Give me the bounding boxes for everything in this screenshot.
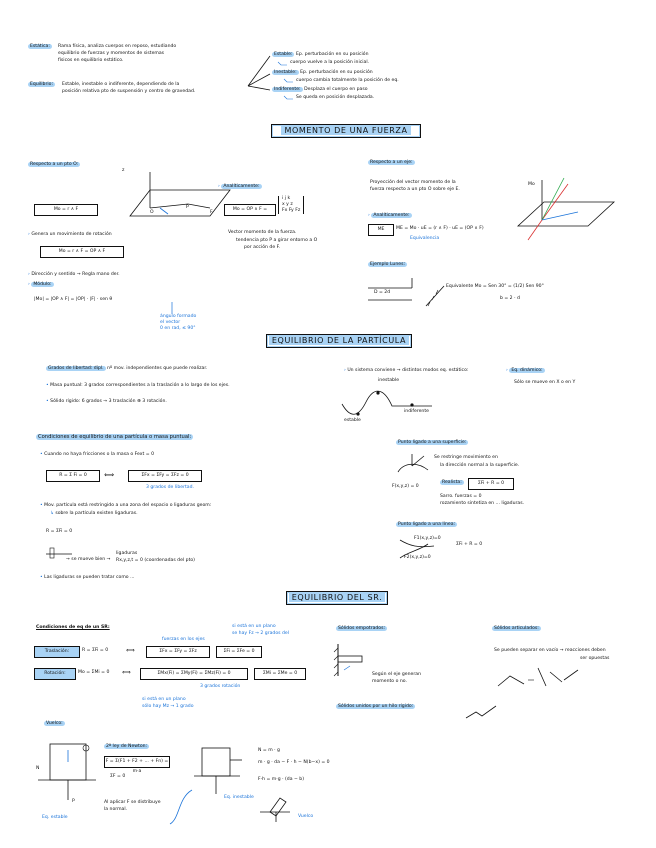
condiciones-sr-heading: Condiciones de eq de un SR: — [36, 625, 110, 630]
grados-heading: Grados de libertad: dipl. nº mov. independientes que puede realizar. — [48, 366, 208, 371]
label-z: z — [122, 168, 125, 173]
curve-label-inestable: inestable — [378, 378, 400, 383]
superficie-note-1: Sarro. fuerzas = 0 — [440, 494, 482, 499]
ligaduras-note-1: ligaduras — [116, 551, 138, 556]
masa-puntual-text: • Masa puntual: 3 grados correspondientes a la traslación a lo largo de los ejes. — [46, 383, 230, 388]
ejemplo-formula-2: b = 2 · d — [500, 296, 520, 301]
sist-3: F·h = m·g · (da − b) — [258, 777, 305, 782]
estable-label: Eq. estable — [42, 815, 68, 820]
curve-label-estable: estable — [344, 418, 361, 423]
eq-type-estable: Estable: Ep. perturbación en su posición — [274, 52, 369, 57]
solidos-unidos-heading: Sólidos unidos por un hilo rígido: — [338, 704, 414, 709]
eq-note: 3 grados de libertad. — [146, 485, 194, 490]
analiticamente2-heading: › Analíticamente: — [368, 213, 410, 218]
eq-type-indiferente-desc: Se queda en posición desplazada. — [296, 95, 375, 100]
section-title-sr: EQUILIBRIO DEL SR. — [286, 591, 388, 605]
rotacion-note-3: sólo hay Mz → 1 grado — [142, 704, 194, 709]
newton-formula-box: F = Σ(F1 + F2 + ... + Fn) = m·a — [104, 756, 170, 768]
label-p: P — [72, 799, 75, 804]
rotacion-note-2: si está en un plano — [142, 697, 186, 702]
curve-text: › Un sistema conviene → distintos modos eq. estático: — [344, 368, 469, 373]
newton-heading: 2ª ley de Newton: — [106, 744, 148, 749]
traslacion-note-2: si está en un plano — [232, 624, 276, 629]
superficie-text-2: la dirección normal a la superficie. — [440, 463, 520, 468]
angle-note-1: ángulo formado — [160, 314, 197, 319]
articulado-text-1: Se pueden separar en vacío → reacciones deben — [494, 648, 606, 653]
empotrado-sketch — [334, 640, 374, 680]
inestable-label: Eq. inestable — [224, 795, 254, 800]
eq-type-estable-desc: cuerpo vuelve a la posición inicial. — [290, 60, 370, 65]
angle-note-3: 0 en rad, ≤ 90° — [160, 326, 196, 331]
moment-point-diagram — [110, 168, 270, 238]
angle-note-2: el vector — [160, 320, 181, 325]
matrix-row-3: Fx Fy Fz — [282, 208, 301, 213]
matrix-row-2: x y z — [282, 202, 293, 207]
modulo-formula: |Mo| = |OP ∧ F| = |OP| · |F| · sen θ — [34, 297, 113, 302]
estatica-text-1: Rama física, analiza cuerpos en reposo, estudiando — [58, 44, 177, 49]
rotacion-formula: Mo = ΣMi = 0 — [78, 670, 110, 675]
eq-formula-2-box: ΣFx = ΣFy = ΣFz = 0 — [128, 470, 202, 482]
me-box: ME — [368, 224, 394, 236]
eq-type-inestable: Inestable: Ep. perturbación en su posición — [274, 70, 373, 75]
modulo-heading: › Módulo: — [28, 282, 52, 287]
articulado-sketch — [494, 664, 594, 694]
superficie-formula-box: ΣFi + R = 0 — [468, 478, 514, 490]
mov-text-2: ↳ sobre la partícula existen ligaduras. — [50, 511, 138, 516]
genera-rotacion: › Genera un movimiento de rotación — [28, 232, 112, 237]
label-f: F — [210, 210, 213, 215]
traslacion-formula-3-box: ΣFi = ΣFe = 0 — [216, 646, 262, 658]
line-label-1: F1(x,y,z)=0 — [414, 536, 441, 541]
vector-note-3: por acción de F. — [244, 245, 280, 250]
ligaduras-text: • Las ligaduras se pueden tratar como ... — [40, 575, 135, 580]
sist-1: N = m · g — [258, 748, 280, 753]
superficie-text-1: Se restringe movimiento en — [434, 455, 498, 460]
rotacion-formula-2-box: ΣMx(Fi) = ΣMy(Fi) = ΣMz(Fi) = 0 — [140, 668, 248, 680]
eje-text-1: Proyección del vector momento de la — [370, 180, 456, 185]
ejemplo-formula-1: Equivalente Mo = Sen 30° = (1/2) Sen 90° — [446, 284, 544, 289]
ligaduras-formula: R = ΣFi = 0 — [46, 529, 73, 534]
estatica-text-3: físicos en equilibrio estático. — [58, 58, 124, 63]
equilibrio-label: Equilibrio: — [30, 82, 53, 87]
respecto-eje-heading: Respecto a un eje: — [370, 160, 413, 165]
empotrado-text-1: Según el eje generan — [372, 672, 421, 677]
superficie-note-2: rozamiento sintetiza en ... ligaduras. — [440, 501, 525, 506]
condiciones-heading: Condiciones de equilibrio de una partícula o masa puntual: — [38, 434, 192, 440]
solido-rigido-text: • Sólido rígido: 6 grados → 3 traslación ⊕ 3 rotación. — [46, 399, 167, 404]
rotacion-arrow: ⟺ — [122, 669, 131, 676]
vuelco-note-2: la normal. — [104, 807, 128, 812]
traslacion-formula-2-box: ΣFx = ΣFy = ΣFz — [146, 646, 210, 658]
articulado-text-2: ser opuestas — [580, 656, 610, 661]
estatica-text-2: equilibrio de fuerzas y momentos de sistemas — [58, 51, 165, 56]
vuelco-heading: Vuelco: — [46, 721, 63, 726]
vuelco-label: Vuelco — [298, 814, 314, 819]
dinamico-heading: › Eq. dinámico: — [506, 368, 543, 373]
solidos-articulados-heading: Sólidos articulados: — [494, 626, 539, 631]
eq-formula-1-box: R = Σ Fi = 0 — [46, 470, 100, 482]
rotacion-formula-3-box: ΣMi = ΣMe = 0 — [254, 668, 306, 680]
section-title-momento: MOMENTO DE UNA FUERZA — [271, 124, 421, 138]
eje-note: Equivalencia — [410, 236, 440, 241]
eje-formula: ME = Mo · uE = (r ∧ F) · uE = (OP ∧ F) — [396, 226, 484, 231]
punto-linea-heading: Punto ligado a una línea: — [398, 522, 456, 527]
vector-note-1: Vector momento de la fuerza. — [228, 230, 297, 235]
label-n: N — [36, 766, 40, 771]
eq-type-inestable-desc: cuerpo cambia totalmente la posición de eq. — [296, 78, 399, 83]
equivalence-arrow: ⟺ — [104, 471, 115, 479]
d-label: D = 2d — [374, 290, 391, 295]
traslacion-label: Traslación: — [34, 646, 80, 658]
line-label-2: F2(x,y,z)=0 — [404, 555, 431, 560]
equilibrio-text-1: Estable, inestable o indiferente, dependiendo de la — [62, 82, 180, 87]
estatica-label: Estática: — [30, 44, 50, 49]
direccion-sentido: › Dirección y sentido → Regla mano der. — [28, 272, 120, 277]
vuelco-note-1: Al aplicar F se distribuye — [104, 800, 161, 805]
matrix-row-1: i j k — [282, 196, 291, 201]
traslacion-formula: R = ΣFi = 0 — [82, 648, 109, 653]
punto-superficie-heading: Punto ligado a una superficie: — [398, 440, 467, 445]
vuelco-sketch — [256, 792, 296, 822]
mov-text-1: • Mov. partícula está restringido a una zona del espacio o ligaduras geom: — [40, 503, 212, 508]
hilo-sketch — [462, 704, 502, 724]
eq-type-indiferente: Indiferente: Desplaza el cuerpo en paso — [274, 87, 368, 92]
vector-note-2: tendencia pto P a girar entorno a O — [236, 238, 318, 243]
dinamico-text: Sólo se mueve en X o en Y — [514, 380, 576, 385]
rotacion-note-1: 3 grados rotación — [200, 684, 241, 689]
label-mo: Mo — [528, 182, 535, 187]
surface-f-label: F(x,y,z) = 0 — [392, 484, 419, 489]
moment-matrix — [278, 196, 304, 214]
traslacion-arrow: ⟺ — [126, 647, 135, 654]
cuando-text: • Cuando no haya fricciones o la masa o Fext = 0 — [40, 452, 155, 457]
equilibrio-text-2: posición relativa pto de suspensión y centro de gravedad. — [62, 89, 196, 94]
traslacion-note-1: fuerzas en los ejes — [162, 637, 205, 642]
ligaduras-note-2: Rx,y,z,t = 0 (coordenadas del pto) — [116, 558, 195, 563]
ejemplo-heading: Ejemplo Lunes: — [370, 262, 406, 267]
newton-formula-2: ΣF = 0 — [110, 774, 126, 779]
analiticamente-heading: › Analíticamente: — [218, 184, 260, 189]
sist-2: m · g · da − F · h − N(b−x) = 0 — [258, 760, 330, 765]
rotacion-label: Rotación: — [34, 668, 76, 680]
formula-mo2-box: Mo = r ∧ F = OP ∧ F — [40, 246, 124, 258]
formula-mo-box: Mo = r ∧ F — [34, 204, 98, 216]
ligaduras-note-3: → se mueve bien → — [66, 557, 111, 562]
surface-sketch — [394, 452, 434, 482]
label-p: P — [186, 205, 189, 210]
label-o: O — [150, 210, 154, 215]
section-title-particula: EQUILIBRIO DE LA PARTÍCULA — [266, 334, 412, 348]
realista-label: Realista: — [442, 480, 462, 485]
traslacion-note-3: se hay Fz → 2 grados del — [232, 631, 290, 636]
linea-formula: ΣFi + R = 0 — [456, 542, 483, 547]
analitica-formula-box: Mo = OP ∧ F = — [224, 204, 276, 216]
eje-text-2: fuerza respecto a un pto O sobre eje E. — [370, 187, 460, 192]
solidos-empotrados-heading: Sólidos empotrados: — [338, 626, 386, 631]
block-stable-diagram — [38, 740, 98, 810]
empotrado-text-2: momento o no. — [372, 679, 407, 684]
respecto-punto-heading: Respecto a un pto O: — [30, 162, 79, 167]
curve-label-indiferente: indiferente — [404, 409, 429, 414]
